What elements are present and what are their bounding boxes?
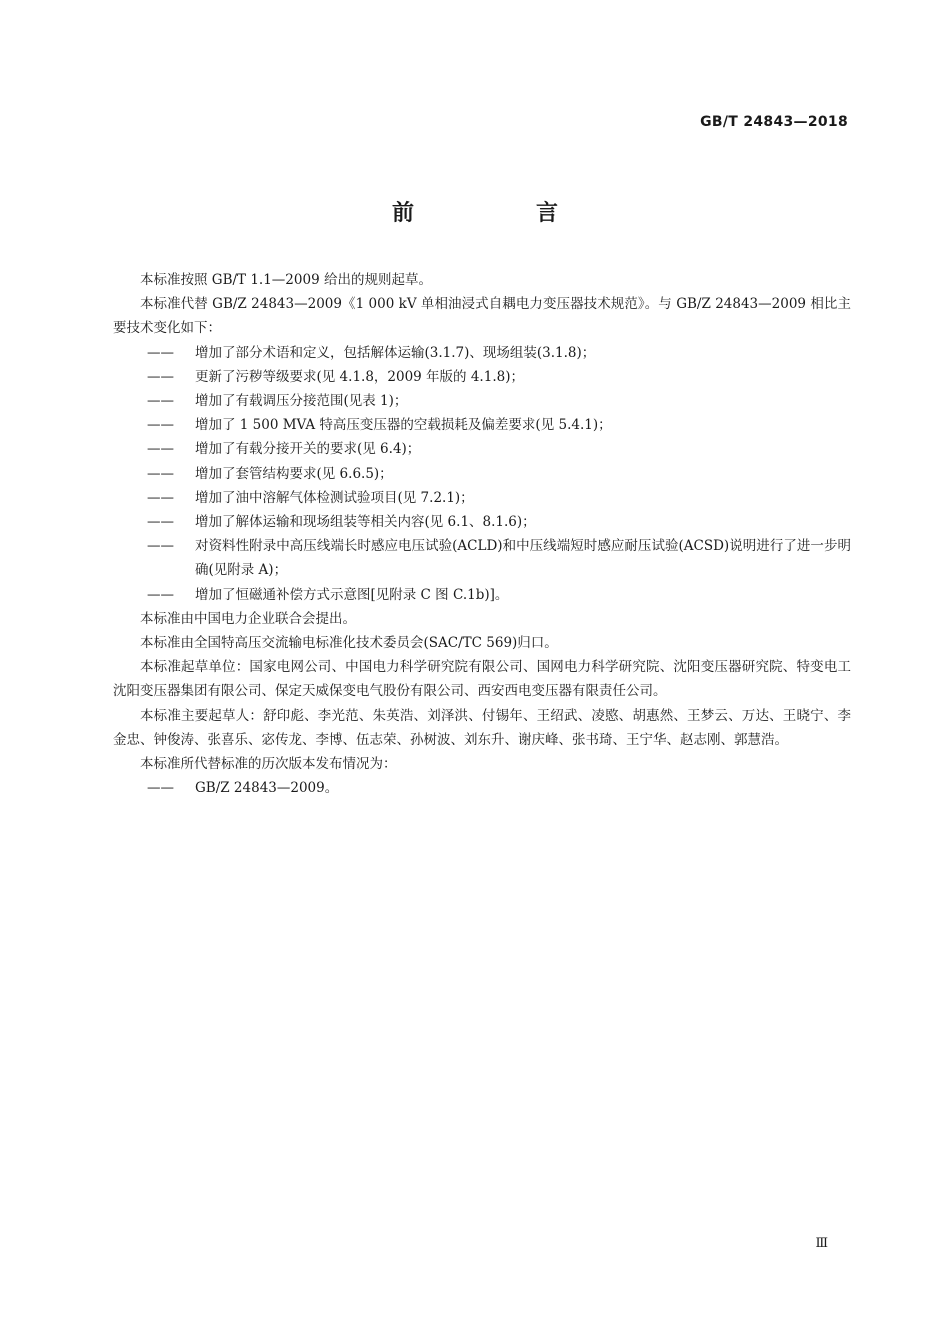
page-title: 前 言	[391, 201, 608, 226]
list-item	[113, 365, 851, 389]
list-item	[113, 486, 851, 510]
list-item-text: 对资料性附录中高压线端长时感应电压试验(ACLD)和中压线端短时感应耐压试验(ACSD)说明进行了进一步明确(见附录 A)；	[195, 538, 851, 579]
list-item	[113, 534, 851, 582]
list-item-text: 增加了油中溶解气体检测试验项目(见 7.2.1)；	[195, 489, 474, 506]
list-dash: ——	[147, 344, 174, 361]
list-item	[113, 510, 851, 534]
list-item-text: 增加了部分术语和定义，包括解体运输(3.1.7)、现场组装(3.1.8)；	[195, 344, 596, 361]
list-dash: ——	[147, 417, 174, 434]
list-item-text: 增加了有载分接开关的要求(见 6.4)；	[195, 441, 421, 458]
list-item	[113, 583, 851, 607]
paragraph-drafting-units: 本标准起草单位：国家电网公司、中国电力科学研究院有限公司、国网电力科学研究院、沈阳变压器研究院、特变电工沈阳变压器集团有限公司、保定天威保变电气股份有限公司、西安西电变压器有限责任公司。	[113, 659, 851, 700]
page-number: Ⅲ	[815, 1236, 828, 1251]
list-item-text: 增加了恒磁通补偿方式示意图[见附录 C 图 C.1b)]。	[195, 586, 509, 603]
history-item-text: GB/Z 24843—2009。	[195, 780, 339, 797]
list-dash: ——	[147, 465, 174, 482]
paragraph-proposer: 本标准由中国电力企业联合会提出。	[140, 610, 356, 627]
list-dash: ——	[147, 489, 174, 506]
paragraph-committee: 本标准由全国特高压交流输电标准化技术委员会(SAC/TC 569)归口。	[140, 635, 558, 652]
list-dash: ——	[147, 538, 174, 555]
list-dash: ——	[147, 586, 174, 603]
list-item	[113, 389, 851, 413]
paragraph-replacement: 本标准代替 GB/Z 24843—2009《1 000 kV 单相油浸式自耦电力变压器技术规范》。与 GB/Z 24843—2009 相比主要技术变化如下：	[113, 296, 851, 337]
list-dash: ——	[147, 393, 174, 410]
list-item	[113, 413, 851, 437]
paragraph-drafters: 本标准主要起草人：舒印彪、李光范、朱英浩、刘泽洪、付锡年、王绍武、凌愍、胡惠然、王梦云、万达、王晓宁、李金忠、钟俊涛、张喜乐、宓传龙、李博、伍志荣、孙树波、刘东升、谢庆峰、张书琦、王宁华、赵志刚、郭慧浩。	[113, 707, 851, 748]
list-dash: ——	[147, 368, 174, 385]
paragraph-history-intro: 本标准所代替标准的历次版本发布情况为：	[140, 756, 397, 773]
list-item	[113, 437, 851, 461]
list-item	[113, 462, 851, 486]
foreword-body	[113, 268, 851, 800]
list-dash: ——	[147, 780, 174, 797]
paragraph-drafting-rules: 本标准按照 GB/T 1.1—2009 给出的规则起草。	[140, 272, 432, 288]
list-dash: ——	[147, 441, 174, 458]
standard-number: GB/T 24843—2018	[700, 114, 848, 130]
history-item	[113, 776, 851, 800]
list-item	[113, 341, 851, 365]
list-item-text: 增加了 1 500 MVA 特高压变压器的空载损耗及偏差要求(见 5.4.1)；	[195, 417, 612, 434]
list-item-text: 增加了解体运输和现场组装等相关内容(见 6.1、8.1.6)；	[195, 514, 536, 531]
list-item-text: 增加了套管结构要求(见 6.6.5)；	[195, 465, 393, 482]
list-item-text: 增加了有载调压分接范围(见表 1)；	[195, 393, 408, 410]
list-dash: ——	[147, 514, 174, 531]
list-item-text: 更新了污秽等级要求(见 4.1.8，2009 年版的 4.1.8)；	[195, 368, 524, 385]
